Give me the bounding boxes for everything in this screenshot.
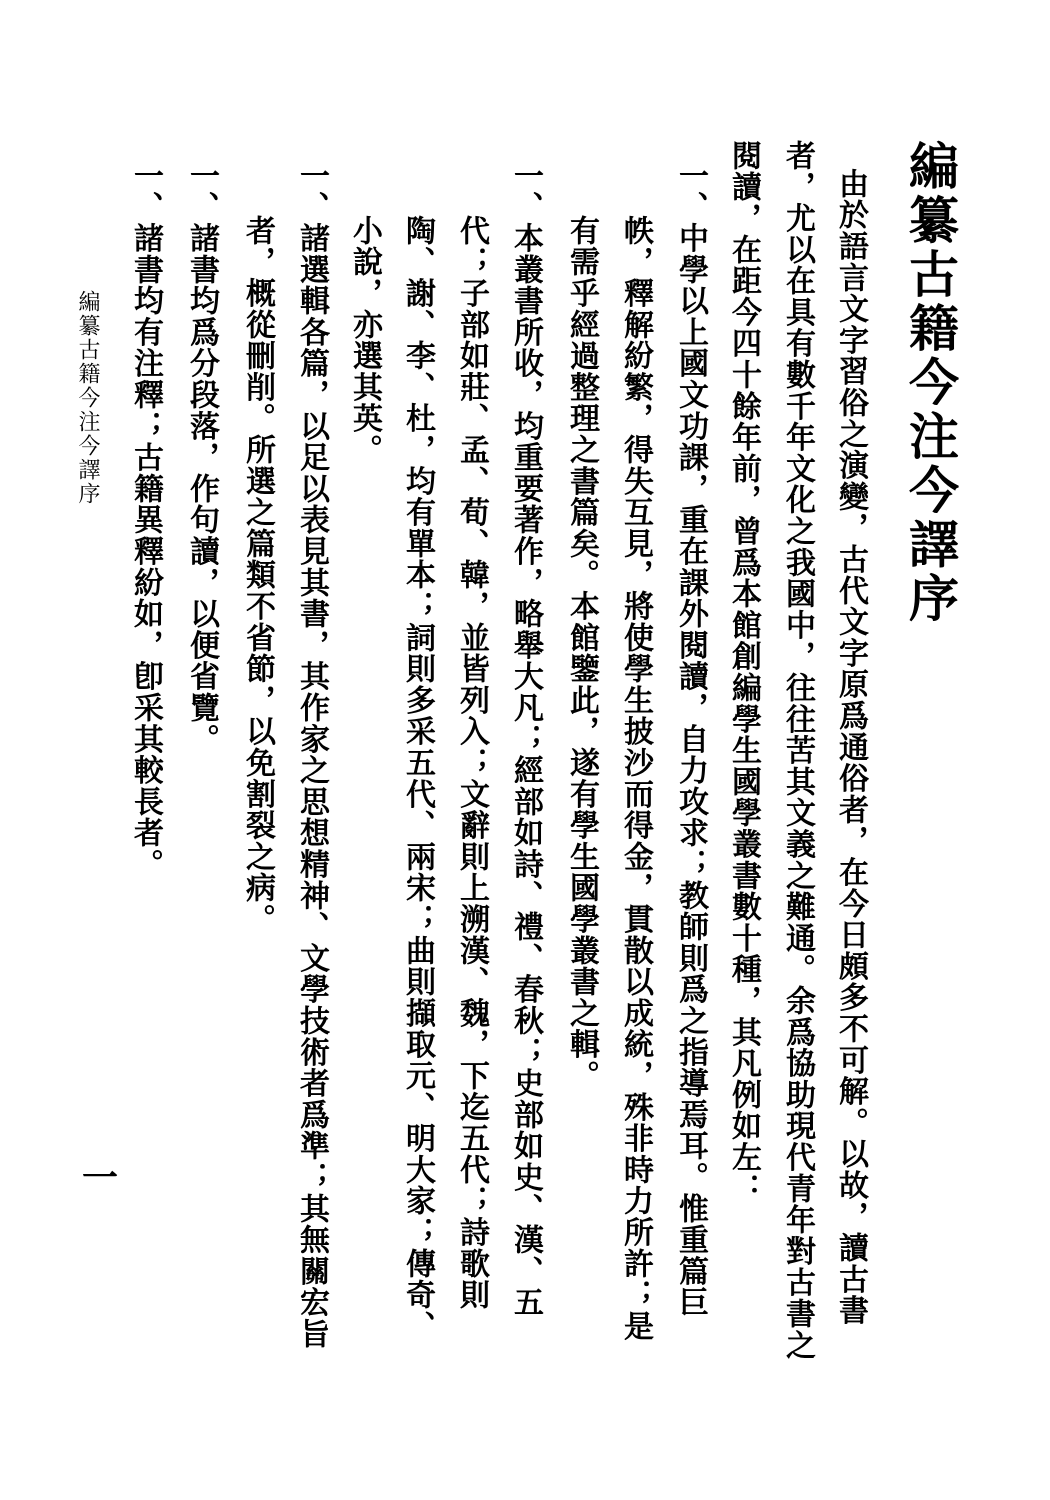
rule-item-1-cont: 有需乎經過整理之書篇矣。本館鑒此，遂有學生國學叢書之輯。 [564, 215, 599, 1092]
rule-item-2: 一、本叢書所收，均重要著作，略舉大凡；經部如詩、禮、春秋；史部如史、漢、五 [508, 160, 543, 1319]
rule-item-1: 一、中學以上國文功課，重在課外閱讀，自力攻求；教師則爲之指導焉耳。惟重篇巨 [673, 160, 708, 1319]
rule-item-3-cont: 者，概從刪削。所選之篇類不省節，以免割裂之病。 [240, 215, 275, 935]
paragraph-line: 由於語言文字習俗之演變，古代文字原爲通俗者，在今日頗多不可解。以故，讀古書 [833, 168, 868, 1327]
page-number: 一 [82, 1157, 119, 1199]
paragraph-line: 閱讀，在距今四十餘年前，曾爲本館創編學生國學叢書數十種，其凡例如左： [726, 140, 761, 1205]
rule-item-3: 一、諸選輯各篇，以足以表見其書，其作家之思想精神、文學技術者爲準；其無關宏旨 [294, 160, 329, 1350]
rule-item-2-cont: 代；子部如莊、孟、荀、韓，並皆列入；文辭則上溯漢、魏，下迄五代；詩歌則 [454, 215, 489, 1311]
rule-item-5: 一、諸書均有注釋；古籍異釋紛如，卽采其較長者。 [128, 160, 163, 880]
rule-item-2-cont: 小說，亦選其英。 [347, 215, 382, 466]
running-header: 編纂古籍今注今譯序 [75, 290, 100, 506]
page-title: 編纂古籍今注今譯序 [901, 140, 960, 626]
rule-item-1-cont: 帙，釋解紛繁，得失互見，將使學生披沙而得金，貫散以成統，殊非時力所許；是 [618, 215, 653, 1342]
rule-item-2-cont: 陶、謝、李、杜，均有單本；詞則多采五代、兩宋；曲則擷取元、明大家；傳奇、 [400, 215, 435, 1342]
paragraph-line: 者，尤以在具有數千年文化之我國中，往往苦其文義之難通。余爲協助現代青年對古書之 [780, 140, 815, 1361]
rule-item-4: 一、諸書均爲分段落，作句讀，以便省覽。 [184, 160, 219, 755]
